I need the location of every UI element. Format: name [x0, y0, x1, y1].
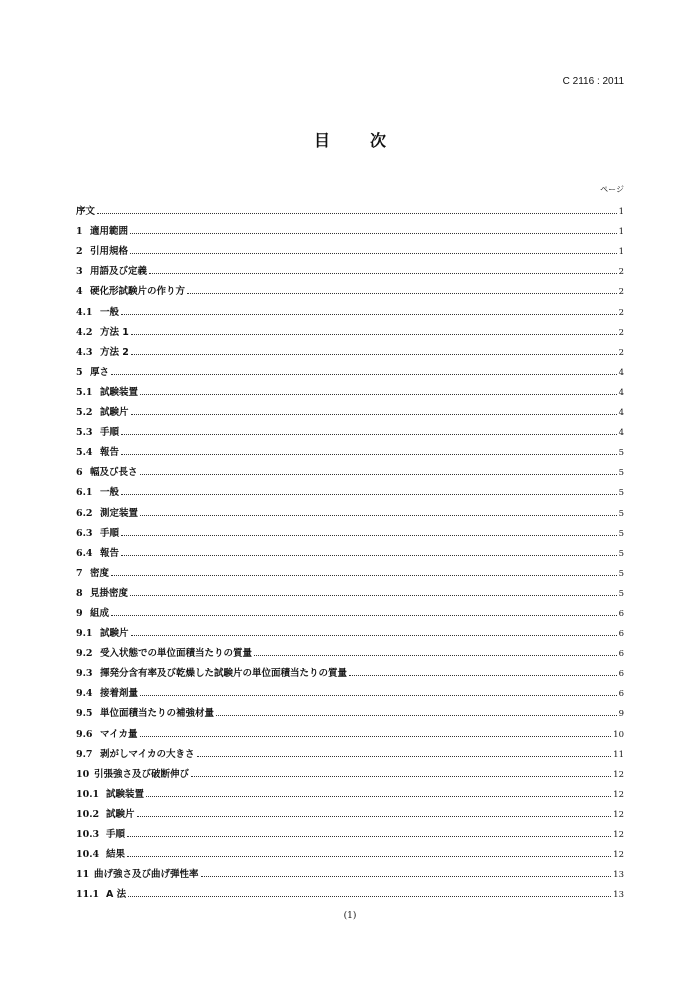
- toc-entry-label: 報告: [100, 447, 120, 459]
- toc-entry-number: 6.3: [76, 527, 93, 539]
- toc-entry-number: 9.7: [76, 748, 93, 760]
- toc-entry-number: 10.3: [76, 829, 100, 840]
- toc-entry-number: 5.2: [76, 407, 93, 419]
- dot-leader: [191, 776, 611, 777]
- dot-leader: [140, 736, 612, 737]
- dot-leader: [140, 515, 617, 516]
- dot-leader: [121, 314, 617, 315]
- dot-leader: [187, 293, 617, 294]
- toc-entry-page: 10: [613, 729, 624, 740]
- toc-entry-page: 5: [618, 548, 624, 559]
- page-title: 目 次: [313, 131, 398, 150]
- dot-leader: [121, 494, 617, 495]
- toc-entry[interactable]: [76, 599, 624, 619]
- toc-entry[interactable]: [76, 519, 624, 539]
- toc-entry-label: A 法: [106, 889, 127, 901]
- toc-entry-label: 試験装置: [106, 788, 145, 800]
- dot-leader: [149, 273, 617, 274]
- dot-leader: [349, 675, 617, 676]
- toc-entry-page: 2: [618, 327, 624, 338]
- toc-entry-number: 9.5: [76, 708, 93, 720]
- toc-entry-number: 10: [76, 768, 90, 780]
- toc-entry-label: 用語及び定義: [90, 266, 148, 278]
- toc-entry-number: 9.6: [76, 728, 93, 740]
- toc-entry[interactable]: [76, 699, 624, 719]
- toc-entry-number: 6.4: [76, 547, 93, 559]
- toc-entry-label: 手順: [100, 427, 120, 439]
- toc-entry-page: 5: [618, 448, 624, 459]
- toc-entry[interactable]: [76, 297, 624, 317]
- toc-entry[interactable]: [76, 619, 624, 639]
- dot-leader: [131, 354, 617, 355]
- toc-entry-page: 6: [618, 669, 624, 680]
- toc-entry[interactable]: [76, 679, 624, 699]
- toc-entry[interactable]: [76, 318, 624, 338]
- toc-entry-page: 4: [618, 367, 624, 378]
- dot-leader: [128, 896, 611, 897]
- toc-entry-page: 9: [618, 709, 624, 720]
- toc-entry-label: 測定装置: [100, 507, 139, 519]
- toc-entry[interactable]: [76, 358, 624, 378]
- toc-entry-number: 4.2: [76, 326, 93, 338]
- toc-entry-number: 9.4: [76, 688, 93, 700]
- toc-entry[interactable]: [76, 498, 624, 518]
- toc-entry[interactable]: [76, 760, 624, 780]
- dot-leader: [111, 615, 617, 616]
- toc-entry-number: 1: [76, 226, 83, 238]
- toc-entry[interactable]: [76, 378, 624, 398]
- toc-entry-number: 9: [76, 607, 83, 619]
- doc-number: C 2116 : 2011: [562, 76, 624, 87]
- toc-entry-number: 8: [76, 587, 83, 599]
- toc-entry-label: 幅及び長さ: [90, 467, 138, 479]
- dot-leader: [127, 856, 611, 857]
- toc-entry-page: 13: [613, 890, 624, 901]
- dot-leader: [254, 655, 617, 656]
- toc-entry-label: 一般: [100, 306, 120, 318]
- toc-entry-page: 6: [618, 689, 624, 700]
- toc-entry[interactable]: [76, 217, 624, 237]
- toc-entry[interactable]: [76, 398, 624, 418]
- table-of-contents: [76, 197, 624, 900]
- dot-leader: [201, 876, 612, 877]
- toc-entry-number: 5.4: [76, 447, 93, 459]
- toc-entry-number: 10.4: [76, 849, 100, 861]
- dot-leader: [131, 635, 617, 636]
- toc-entry-label: 方法 2: [100, 346, 129, 358]
- dot-leader: [111, 374, 617, 375]
- toc-entry-label: 見掛密度: [90, 587, 129, 599]
- toc-entry-label: 結果: [106, 849, 126, 861]
- toc-entry[interactable]: [76, 237, 624, 257]
- dot-leader: [121, 535, 617, 536]
- dot-leader: [140, 394, 617, 395]
- toc-entry-page: 2: [618, 287, 624, 298]
- toc-entry-number: 5.1: [76, 386, 93, 398]
- toc-entry-number: 9.2: [76, 648, 93, 660]
- toc-entry[interactable]: [76, 860, 624, 880]
- toc-entry-label: 接着剤量: [100, 688, 139, 700]
- toc-entry-page: 5: [618, 488, 624, 499]
- toc-entry-page: 4: [618, 408, 624, 419]
- toc-entry-label: 単位面積当たりの補強材量: [100, 708, 215, 720]
- dot-leader: [111, 575, 617, 576]
- toc-entry-number: 10.2: [76, 808, 100, 820]
- toc-entry-label: 剥がしマイカの大きさ: [100, 748, 195, 760]
- toc-entry-label: 硬化形試験片の作り方: [90, 286, 186, 298]
- dot-leader: [130, 253, 617, 254]
- toc-entry-number: 11.1: [76, 889, 100, 901]
- toc-entry-page: 12: [613, 809, 624, 820]
- toc-entry-page: 4: [618, 428, 624, 439]
- toc-entry[interactable]: [76, 478, 624, 498]
- dot-leader: [121, 555, 617, 556]
- toc-entry[interactable]: [76, 418, 624, 438]
- toc-entry-page: 6: [618, 649, 624, 660]
- toc-entry[interactable]: [76, 780, 624, 800]
- toc-entry[interactable]: [76, 820, 624, 840]
- dot-leader: [197, 756, 612, 757]
- toc-entry-number: 11: [76, 869, 90, 881]
- toc-entry-label: 手順: [100, 527, 120, 539]
- toc-entry-page: 12: [613, 830, 624, 840]
- toc-entry-page: 13: [613, 870, 624, 881]
- toc-entry-number: 5: [76, 366, 83, 378]
- toc-entry-page: 6: [618, 608, 624, 619]
- dot-leader: [121, 434, 617, 435]
- toc-entry-page: 2: [618, 267, 624, 278]
- toc-entry[interactable]: [76, 740, 624, 760]
- toc-entry-page: 12: [613, 789, 624, 800]
- toc-entry-page: 1: [618, 227, 624, 238]
- toc-entry-page: 5: [618, 528, 624, 539]
- toc-entry-number: 5.3: [76, 427, 93, 439]
- toc-entry-number: 7: [76, 567, 83, 579]
- toc-entry-page: 1: [618, 247, 624, 258]
- toc-entry-number: 4: [76, 286, 83, 298]
- toc-entry[interactable]: [76, 197, 624, 217]
- toc-entry[interactable]: [76, 257, 624, 277]
- toc-entry-label: 試験片: [106, 808, 135, 820]
- toc-entry-label: 曲げ強さ及び曲げ弾性率: [94, 869, 199, 881]
- dot-leader: [97, 213, 617, 214]
- dot-leader: [127, 836, 611, 837]
- toc-entry-number: 6.2: [76, 507, 93, 519]
- toc-entry-page: 6: [618, 629, 624, 640]
- toc-entry-number: 9.3: [76, 668, 93, 680]
- toc-entry[interactable]: [76, 438, 624, 458]
- toc-entry[interactable]: [76, 579, 624, 599]
- toc-entry-label: 引張強さ及び破断伸び: [94, 768, 190, 780]
- toc-entry[interactable]: [76, 277, 624, 297]
- toc-entry-label: 報告: [100, 547, 120, 559]
- dot-leader: [146, 796, 611, 797]
- toc-entry-label: 密度: [90, 567, 110, 579]
- toc-entry[interactable]: [76, 458, 624, 478]
- toc-entry-label: 試験装置: [100, 386, 139, 398]
- toc-entry-number: 2: [76, 246, 83, 258]
- dot-leader: [131, 334, 617, 335]
- toc-entry-page: 2: [618, 347, 624, 358]
- toc-entry-page: 5: [618, 468, 624, 479]
- dot-leader: [140, 474, 617, 475]
- toc-entry-label: 手順: [106, 829, 126, 840]
- toc-entry[interactable]: [76, 659, 624, 679]
- dot-leader: [140, 695, 617, 696]
- toc-entry-number: 9.1: [76, 628, 93, 640]
- dot-leader: [130, 233, 617, 234]
- toc-entry-label: 一般: [100, 487, 120, 499]
- toc-entry[interactable]: [76, 639, 624, 659]
- toc-entry-page: 5: [618, 588, 624, 599]
- toc-entry-label: 試験片: [100, 628, 129, 640]
- toc-entry[interactable]: [76, 719, 624, 739]
- toc-entry-label: 揮発分含有率及び乾燥した試験片の単位面積当たりの質量: [100, 668, 348, 680]
- toc-entry-page: 5: [618, 568, 624, 579]
- toc-entry-page: 12: [613, 769, 624, 780]
- toc-entry-label: 試験片: [100, 407, 129, 419]
- toc-entry[interactable]: [76, 559, 624, 579]
- toc-entry-page: 1: [618, 207, 624, 218]
- toc-entry-number: 6: [76, 467, 83, 479]
- toc-entry[interactable]: [76, 840, 624, 860]
- toc-entry[interactable]: [76, 338, 624, 358]
- toc-entry[interactable]: [76, 800, 624, 820]
- toc-entry-number: 4.1: [76, 306, 93, 318]
- toc-entry[interactable]: [76, 880, 624, 900]
- toc-entry-page: 2: [618, 307, 624, 318]
- toc-entry-label: 引用規格: [90, 246, 129, 258]
- toc-entry-label: マイカ量: [100, 728, 138, 740]
- toc-entry-page: 12: [613, 850, 624, 861]
- toc-entry-page: 4: [618, 387, 624, 398]
- page-column-label: ページ: [600, 185, 624, 194]
- toc-entry[interactable]: [76, 539, 624, 559]
- dot-leader: [131, 414, 617, 415]
- toc-entry-label: 厚さ: [90, 366, 110, 378]
- toc-entry-number: 10.1: [76, 788, 100, 800]
- toc-entry-label: 受入状態での単位面積当たりの質量: [100, 648, 253, 660]
- toc-entry-page: 11: [613, 749, 624, 760]
- toc-entry-label: 方法 1: [100, 326, 129, 338]
- dot-leader: [137, 816, 612, 817]
- dot-leader: [216, 715, 617, 716]
- toc-entry-page: 5: [618, 508, 624, 519]
- toc-entry-number: 4.3: [76, 346, 93, 358]
- toc-entry-label: 序文: [76, 206, 96, 218]
- dot-leader: [130, 595, 617, 596]
- toc-entry-number: 6.1: [76, 487, 93, 499]
- toc-entry-label: 適用範囲: [90, 226, 129, 238]
- footer-page-number: (1): [343, 911, 357, 921]
- toc-entry-number: 3: [76, 266, 83, 278]
- toc-entry-label: 組成: [90, 607, 110, 619]
- dot-leader: [121, 454, 617, 455]
